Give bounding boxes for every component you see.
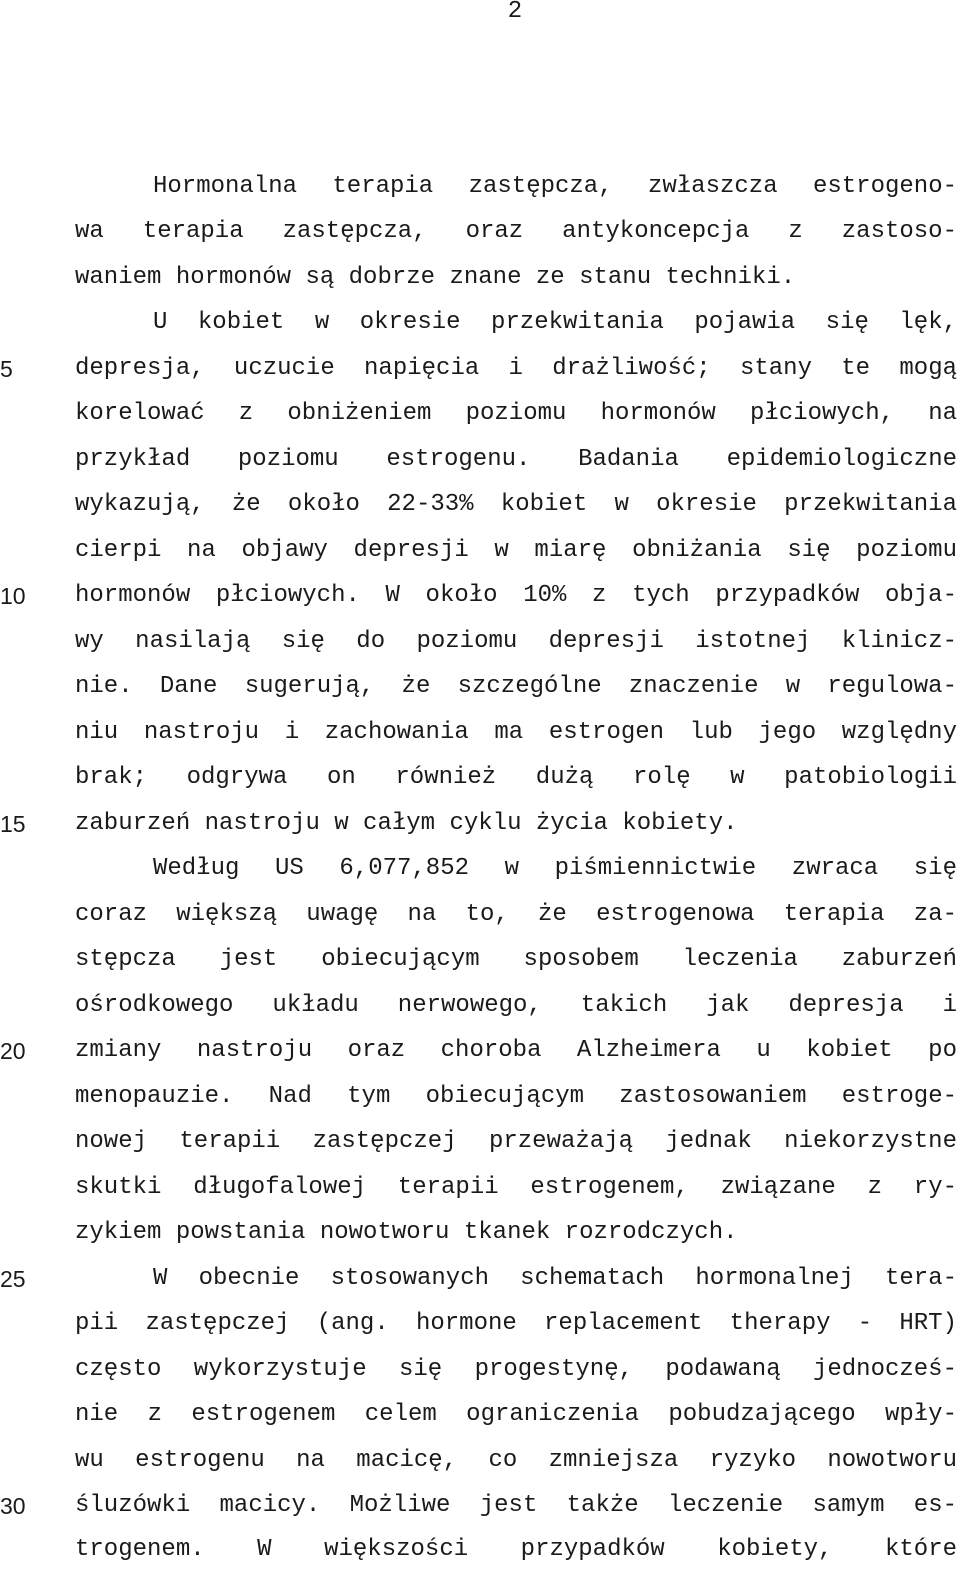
text-line: ośrodkowego układu nerwowego, takich jak depresja i: [75, 992, 957, 1019]
text-line: skutki długofalowej terapii estrogenem, związane z ry-: [75, 1174, 957, 1201]
text-line: korelować z obniżeniem poziomu hormonów płciowych, na: [75, 400, 957, 427]
text-line: cierpi na objawy depresji w miarę obniżania się poziomu: [75, 537, 957, 564]
text-line: nowej terapii zastępczej przeważają jednak niekorzystne: [75, 1128, 957, 1155]
text-line: zykiem powstania nowotworu tkanek rozrodczych.: [75, 1219, 738, 1246]
text-line: nie. Dane sugerują, że szczególne znaczenie w regulowa-: [75, 673, 957, 700]
line-number-10: 10: [0, 583, 26, 609]
text-line: menopauzie. Nad tym obiecującym zastosowaniem estroge-: [75, 1083, 957, 1110]
text-line: wu estrogenu na macicę, co zmniejsza ryzyko nowotworu: [75, 1447, 957, 1474]
text-line: zmiany nastroju oraz choroba Alzheimera u kobiet po: [75, 1037, 957, 1064]
line-number-20: 20: [0, 1038, 26, 1064]
line-number-5: 5: [0, 356, 13, 382]
text-line: niu nastroju i zachowania ma estrogen lub jego względny: [75, 719, 957, 746]
text-line: przykład poziomu estrogenu. Badania epidemiologiczne: [75, 446, 957, 473]
text-line: coraz większą uwagę na to, że estrogenowa terapia za-: [75, 901, 957, 928]
line-number-15: 15: [0, 811, 26, 837]
text-line: śluzówki macicy. Możliwe jest także leczenie samym es-: [75, 1492, 957, 1519]
text-line: waniem hormonów są dobrze znane ze stanu techniki.: [75, 264, 796, 291]
text-line: trogenem. W większości przypadków kobiety, które: [75, 1536, 957, 1563]
text-line: wa terapia zastępcza, oraz antykoncepcja z zastoso-: [75, 218, 957, 245]
text-line: depresja, uczucie napięcia i drażliwość; stany te mogą: [75, 355, 957, 382]
text-line: hormonów płciowych. W około 10% z tych przypadków obja-: [75, 582, 957, 609]
text-line: często wykorzystuje się progestynę, podawaną jednocześ-: [75, 1356, 957, 1383]
text-line: nie z estrogenem celem ograniczenia pobudzającego wpły-: [75, 1401, 957, 1428]
text-line: U kobiet w okresie przekwitania pojawia się lęk,: [153, 309, 957, 336]
text-line: W obecnie stosowanych schematach hormonalnej tera-: [153, 1265, 957, 1292]
text-line: pii zastępczej (ang. hormone replacement therapy - HRT): [75, 1310, 957, 1337]
text-line: wy nasilają się do poziomu depresji istotnej klinicz-: [75, 628, 957, 655]
text-line: Według US 6,077,852 w piśmiennictwie zwraca się: [153, 855, 957, 882]
text-line: brak; odgrywa on również dużą rolę w patobiologii: [75, 764, 957, 791]
text-line: wykazują, że około 22-33% kobiet w okresie przekwitania: [75, 491, 957, 518]
text-line: zaburzeń nastroju w całym cyklu życia kobiety.: [75, 810, 738, 837]
page-number: 2: [507, 0, 523, 25]
line-number-25: 25: [0, 1266, 26, 1292]
line-number-30: 30: [0, 1493, 26, 1519]
text-line: Hormonalna terapia zastępcza, zwłaszcza estrogeno-: [153, 173, 957, 200]
text-line: stępcza jest obiecującym sposobem leczenia zaburzeń: [75, 946, 957, 973]
